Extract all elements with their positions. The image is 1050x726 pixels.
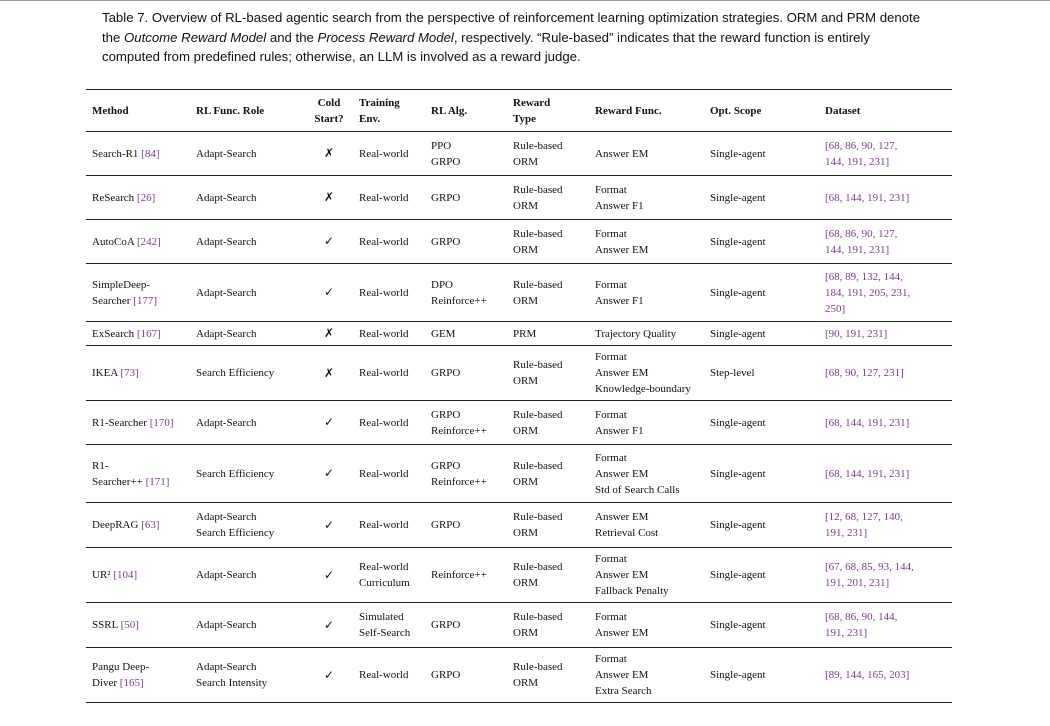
rl-role-cell-line: Adapt-Search [196, 286, 257, 299]
reward-func-cell [589, 445, 704, 503]
reward-type-cell-line: ORM [513, 375, 539, 387]
reward-func-cell-line: Std of Search Calls [595, 483, 680, 496]
rl-role-cell-line: Adapt-Search [196, 235, 257, 248]
reward-func-cell-line: Answer EM [595, 627, 649, 639]
reward-type-cell-line: Rule-based [513, 183, 563, 196]
cold-start-cell [303, 401, 353, 445]
rl-role-cell-line: Search Intensity [196, 677, 268, 689]
dataset-refs-line: [68, 144, 191, 231] [825, 191, 910, 204]
reward-type-cell-line: Rule-based [513, 227, 563, 240]
citation-ref: [177] [133, 294, 158, 307]
reward-func-cell [589, 503, 704, 548]
header-cold-start-line2: Start? [314, 113, 344, 125]
dataset-refs-line: [12, 68, 127, 140, [825, 511, 903, 523]
reward-func-cell-line: Answer EM [595, 569, 649, 581]
dataset-refs-line: [68, 86, 90, 127, [825, 139, 898, 152]
reward-func-cell-line: Answer F1 [595, 294, 644, 307]
method-name-line: DeepRAG [92, 519, 142, 531]
dataset-refs-line: 184, 191, 205, 231, [825, 286, 911, 299]
rl-role-cell [190, 603, 303, 648]
method-name-line: AutoCoA [92, 235, 137, 248]
dataset-refs-line: [89, 144, 165, 203] [825, 669, 910, 681]
cross-mark-icon: ✗ [323, 326, 335, 340]
rl-role-cell-line: Adapt-Search [196, 511, 257, 523]
opt-scope-cell: Step-level [710, 367, 755, 379]
dataset-refs-line: [68, 86, 90, 127, [825, 227, 898, 240]
rl-alg-cell-line: GRPO [431, 191, 461, 204]
rl-alg-cell-line: GRPO [431, 459, 461, 472]
opt-scope-cell: Single-agent [710, 235, 766, 248]
check-mark-icon: ✓ [323, 415, 335, 429]
check-mark-icon: ✓ [323, 567, 335, 582]
rl-alg-cell-line: GRPO [431, 367, 461, 379]
rl-role-cell [190, 548, 303, 603]
reward-type-cell-line: PRM [513, 327, 537, 340]
rl-role-cell-line: Adapt-Search [196, 619, 257, 631]
training-env-cell-line: Real-world [359, 561, 409, 573]
rl-alg-cell-line: Reinforce++ [431, 294, 487, 307]
reward-func-cell-line: Answer EM [595, 467, 649, 480]
rl-role-cell [190, 322, 303, 346]
reward-func-cell-line: Answer EM [595, 367, 649, 379]
rl-strategies-table [86, 89, 952, 703]
citation-ref: [50] [120, 619, 139, 631]
header-cold-start-line1: Cold [317, 97, 341, 109]
rl-alg-cell [425, 346, 507, 401]
rl-role-cell-line: Adapt-Search [196, 569, 257, 581]
reward-func-cell-line: Format [595, 611, 627, 623]
reward-type-cell [507, 401, 589, 445]
method-name-line: SSRL [92, 619, 121, 631]
table-row [86, 346, 952, 401]
method-name-line: Diver [92, 677, 120, 689]
table-row [86, 548, 952, 603]
dataset-cell [819, 176, 952, 220]
reward-func-cell-line: Format [595, 408, 627, 421]
reward-type-cell [507, 346, 589, 401]
reward-type-cell [507, 503, 589, 548]
training-env-cell [353, 503, 425, 548]
table-row [86, 176, 952, 220]
training-env-cell [353, 322, 425, 346]
dataset-cell [819, 603, 952, 648]
reward-type-cell-line: Rule-based [513, 408, 563, 421]
reward-func-cell-line: Answer EM [595, 511, 649, 523]
citation-ref: [165] [119, 677, 144, 689]
training-env-cell-line: Curriculum [359, 577, 410, 589]
training-env-cell-line: Real-world [359, 147, 409, 160]
citation-ref: [26] [136, 191, 156, 204]
rl-role-cell [190, 445, 303, 503]
reward-type-cell [507, 322, 589, 346]
dataset-refs-line: 191, 231] [825, 627, 868, 639]
method-name-line: UR² [92, 569, 114, 581]
method-name-line: ReSearch [92, 191, 137, 204]
dataset-refs-line: [68, 144, 191, 231] [825, 467, 910, 480]
reward-func-cell [589, 401, 704, 445]
opt-scope-cell: Single-agent [710, 191, 766, 204]
method-cell [86, 401, 190, 445]
rl-role-cell-line: Adapt-Search [196, 327, 257, 340]
dataset-refs-line: 191, 231] [825, 527, 868, 539]
reward-func-cell [589, 176, 704, 220]
rl-role-cell-line: Search Efficiency [196, 367, 275, 379]
dataset-cell [819, 548, 952, 603]
dataset-cell [819, 503, 952, 548]
rl-alg-cell-line: GRPO [431, 669, 461, 681]
reward-func-cell-line: Format [595, 451, 627, 464]
reward-type-cell-line: Rule-based [513, 561, 563, 573]
citation-ref: [242] [136, 235, 161, 248]
dataset-cell [819, 346, 952, 401]
table-row [86, 445, 952, 503]
training-env-cell [353, 346, 425, 401]
reward-func-cell-line: Format [595, 227, 627, 240]
reward-type-cell-line: ORM [513, 294, 539, 307]
rl-role-cell [190, 346, 303, 401]
citation-ref: [104] [113, 569, 138, 581]
reward-type-cell [507, 603, 589, 648]
rl-alg-cell [425, 548, 507, 603]
reward-func-cell [589, 322, 704, 346]
training-env-cell-line: Real-world [359, 669, 409, 681]
reward-func-cell-line: Format [595, 653, 627, 665]
reward-type-cell-line: ORM [513, 677, 539, 689]
dataset-refs-line: 144, 191, 231] [825, 155, 890, 168]
citation-ref: [170] [149, 416, 174, 429]
rl-role-cell-line: Adapt-Search [196, 416, 257, 429]
opt-scope-cell: Single-agent [710, 519, 766, 531]
cold-start-cell [303, 132, 353, 176]
citation-ref: [63] [141, 519, 160, 531]
training-env-cell [353, 401, 425, 445]
reward-type-cell-line: Rule-based [513, 611, 563, 623]
reward-func-cell-line: Knowledge-boundary [595, 383, 691, 395]
caption-prm-name: Process Reward Model [317, 29, 454, 45]
header-training-env-line2: Env. [359, 113, 381, 125]
reward-type-cell [507, 648, 589, 703]
reward-type-cell-line: Rule-based [513, 278, 563, 291]
method-name-line: IKEA [92, 367, 121, 379]
opt-scope-cell: Single-agent [710, 669, 766, 681]
rl-role-cell [190, 648, 303, 703]
reward-type-cell [507, 220, 589, 264]
table-row [86, 503, 952, 548]
reward-type-cell [507, 264, 589, 322]
dataset-refs-line: [90, 191, 231] [825, 327, 888, 340]
table-row [86, 401, 952, 445]
rl-role-cell-line: Search Efficiency [196, 467, 275, 480]
rl-alg-cell [425, 445, 507, 503]
method-cell [86, 220, 190, 264]
header-training-env-line1: Training [359, 97, 400, 109]
rl-role-cell [190, 176, 303, 220]
reward-func-cell-line: Answer F1 [595, 199, 644, 212]
table-row [86, 220, 952, 264]
training-env-cell [353, 603, 425, 648]
dataset-refs-line: 250] [825, 302, 846, 315]
reward-func-cell-line: Extra Search [595, 685, 652, 697]
rl-alg-cell-line: PPO [431, 139, 452, 152]
training-env-cell [353, 648, 425, 703]
reward-func-cell-line: Answer EM [595, 669, 649, 681]
rl-alg-cell [425, 132, 507, 176]
method-cell [86, 548, 190, 603]
reward-func-cell-line: Fallback Penalty [595, 585, 669, 597]
header-reward-type-line2: Type [513, 113, 537, 125]
reward-type-cell-line: Rule-based [513, 459, 563, 472]
training-env-cell [353, 132, 425, 176]
rl-alg-cell-line: GRPO [431, 235, 461, 248]
table-row [86, 322, 952, 346]
method-name-line: ExSearch [92, 327, 137, 340]
cold-start-cell [303, 548, 353, 603]
cold-start-cell [303, 346, 353, 401]
opt-scope-cell: Single-agent [710, 569, 766, 581]
training-env-cell [353, 548, 425, 603]
table-body [86, 132, 952, 703]
reward-func-cell [589, 264, 704, 322]
method-cell [86, 603, 190, 648]
rl-alg-cell [425, 264, 507, 322]
training-env-cell-line: Real-world [359, 467, 409, 480]
dataset-cell [819, 132, 952, 176]
reward-type-cell-line: ORM [513, 475, 539, 488]
method-cell [86, 445, 190, 503]
reward-type-cell-line: ORM [513, 527, 539, 539]
cross-mark-icon: ✗ [323, 146, 335, 160]
training-env-cell [353, 220, 425, 264]
reward-type-cell-line: Rule-based [513, 359, 563, 371]
dataset-refs-line: [68, 90, 127, 231] [825, 367, 904, 379]
reward-func-cell-line: Retrieval Cost [595, 527, 659, 539]
reward-type-cell-line: Rule-based [513, 139, 563, 152]
opt-scope-cell: Single-agent [710, 147, 766, 160]
dataset-refs-line: 191, 201, 231] [825, 577, 890, 589]
reward-func-cell [589, 220, 704, 264]
method-cell [86, 264, 190, 322]
rl-role-cell [190, 401, 303, 445]
cold-start-cell [303, 445, 353, 503]
cold-start-cell [303, 648, 353, 703]
method-cell [86, 648, 190, 703]
dataset-cell [819, 322, 952, 346]
cold-start-cell [303, 176, 353, 220]
rl-alg-cell-line: DPO [431, 278, 454, 291]
reward-func-cell-line: Answer EM [595, 243, 649, 256]
dataset-refs-line: [68, 89, 132, 144, [825, 270, 903, 283]
opt-scope-cell: Single-agent [710, 286, 766, 299]
opt-scope-cell: Single-agent [710, 467, 766, 480]
method-name-line: R1-Searcher [92, 416, 150, 429]
rl-role-cell-line: Adapt-Search [196, 661, 257, 673]
rl-alg-cell-line: GEM [431, 327, 456, 340]
citation-ref: [171] [145, 475, 170, 488]
reward-type-cell-line: ORM [513, 243, 539, 256]
rl-alg-cell-line: Reinforce++ [431, 569, 487, 581]
training-env-cell [353, 445, 425, 503]
reward-type-cell-line: Rule-based [513, 511, 563, 523]
rl-alg-cell-line: GRPO [431, 155, 461, 168]
reward-func-cell-line: Answer F1 [595, 424, 644, 437]
dataset-cell [819, 264, 952, 322]
training-env-cell-line: Real-world [359, 416, 409, 429]
training-env-cell-line: Self-Search [359, 627, 411, 639]
header-cold-start [303, 90, 353, 132]
training-env-cell-line: Real-world [359, 191, 409, 204]
check-mark-icon: ✓ [323, 517, 335, 532]
method-name-line: SimpleDeep- [92, 278, 151, 291]
table-row [86, 264, 952, 322]
cold-start-cell [303, 322, 353, 346]
rl-alg-cell-line: GRPO [431, 619, 461, 631]
reward-type-cell-line: ORM [513, 199, 539, 212]
check-mark-icon: ✓ [323, 617, 335, 632]
dataset-refs-line: [68, 144, 191, 231] [825, 416, 910, 429]
rl-role-cell [190, 220, 303, 264]
rl-alg-cell [425, 603, 507, 648]
header-method: Method [92, 105, 129, 117]
caption-mid: and the [266, 29, 318, 45]
table-row [86, 132, 952, 176]
cross-mark-icon: ✗ [323, 365, 335, 380]
cold-start-cell [303, 264, 353, 322]
header-rl-role: RL Func. Role [196, 105, 265, 117]
header-reward-type-line1: Reward [513, 97, 551, 109]
rl-alg-cell [425, 503, 507, 548]
rl-alg-cell-line: GRPO [431, 408, 461, 421]
dataset-refs-line: [68, 86, 90, 144, [825, 611, 898, 623]
table-row [86, 648, 952, 703]
opt-scope-cell: Single-agent [710, 416, 766, 429]
reward-func-cell-line: Format [595, 278, 627, 291]
reward-func-cell [589, 346, 704, 401]
reward-func-cell-line: Answer EM [595, 147, 649, 160]
rl-alg-cell-line: Reinforce++ [431, 475, 487, 488]
reward-type-cell-line: Rule-based [513, 661, 563, 673]
header-row [86, 90, 952, 132]
method-cell [86, 346, 190, 401]
cold-start-cell [303, 220, 353, 264]
reward-type-cell [507, 132, 589, 176]
header-opt-scope: Opt. Scope [710, 105, 762, 117]
opt-scope-cell: Single-agent [710, 327, 766, 340]
header-reward-type [507, 90, 589, 132]
header-rl-alg: RL Alg. [431, 105, 468, 117]
rl-alg-cell-line: Reinforce++ [431, 424, 487, 437]
reward-func-cell [589, 648, 704, 703]
reward-func-cell [589, 548, 704, 603]
dataset-refs-line: [67, 68, 85, 93, 144, [825, 561, 914, 573]
training-env-cell-line: Real-world [359, 519, 409, 531]
method-name-line: Searcher [92, 294, 134, 307]
rl-role-cell-line: Search Efficiency [196, 527, 275, 539]
rl-alg-cell [425, 648, 507, 703]
reward-type-cell-line: ORM [513, 577, 539, 589]
rl-alg-cell [425, 220, 507, 264]
cold-start-cell [303, 503, 353, 548]
rl-role-cell [190, 503, 303, 548]
citation-ref: [73] [120, 367, 139, 379]
rl-role-cell-line: Adapt-Search [196, 191, 257, 204]
training-env-cell [353, 176, 425, 220]
method-name-line: Search-R1 [92, 147, 142, 160]
header-dataset: Dataset [825, 105, 861, 117]
training-env-cell-line: Real-world [359, 286, 409, 299]
dataset-cell [819, 220, 952, 264]
header-reward-func: Reward Func. [595, 105, 662, 117]
training-env-cell-line: Simulated [359, 611, 404, 623]
reward-func-cell-line: Format [595, 553, 627, 565]
rl-role-cell [190, 264, 303, 322]
opt-scope-cell: Single-agent [710, 619, 766, 631]
reward-type-cell-line: ORM [513, 155, 539, 168]
training-env-cell-line: Real-world [359, 327, 409, 340]
table-caption [102, 8, 922, 67]
method-cell [86, 322, 190, 346]
dataset-refs-line: 144, 191, 231] [825, 243, 890, 256]
header-training-env [353, 90, 425, 132]
method-name-line: R1- [92, 459, 109, 472]
citation-ref: [167] [136, 327, 161, 340]
check-mark-icon: ✓ [323, 285, 335, 299]
reward-type-cell [507, 548, 589, 603]
method-cell [86, 132, 190, 176]
top-rule [0, 0, 1050, 1]
rl-alg-cell [425, 322, 507, 346]
dataset-cell [819, 648, 952, 703]
method-cell [86, 503, 190, 548]
reward-func-cell [589, 603, 704, 648]
caption-prefix: Table 7. Overview of RL-based agentic search from the perspective of reinforcement learning optimization strategies. ORM and PRM denote the [102, 10, 921, 45]
caption-suffix: , respectively. “Rule-based” indicates that the reward function is entirely computed from predefined rules; otherwise, an LLM is involved as a reward judge. [102, 29, 870, 64]
reward-type-cell [507, 445, 589, 503]
rl-role-cell-line: Adapt-Search [196, 147, 257, 160]
table-row [86, 603, 952, 648]
rl-role-cell [190, 132, 303, 176]
method-name-line: Pangu Deep- [92, 661, 150, 673]
cold-start-cell [303, 603, 353, 648]
dataset-cell [819, 401, 952, 445]
citation-ref: [84] [141, 147, 160, 160]
reward-type-cell [507, 176, 589, 220]
rl-alg-cell-line: GRPO [431, 519, 461, 531]
dataset-cell [819, 445, 952, 503]
training-env-cell-line: Real-world [359, 235, 409, 248]
method-name-line: Searcher++ [92, 475, 146, 488]
reward-func-cell-line: Trajectory Quality [595, 327, 677, 340]
reward-func-cell [589, 132, 704, 176]
check-mark-icon: ✓ [323, 667, 335, 682]
caption-orm-name: Outcome Reward Model [124, 29, 267, 45]
method-cell [86, 176, 190, 220]
check-mark-icon: ✓ [323, 466, 335, 480]
rl-alg-cell [425, 176, 507, 220]
reward-type-cell-line: ORM [513, 627, 539, 639]
training-env-cell [353, 264, 425, 322]
check-mark-icon: ✓ [323, 234, 335, 248]
rl-alg-cell [425, 401, 507, 445]
cross-mark-icon: ✗ [323, 190, 335, 204]
training-env-cell-line: Real-world [359, 367, 409, 379]
reward-type-cell-line: ORM [513, 424, 539, 437]
reward-func-cell-line: Format [595, 351, 627, 363]
reward-func-cell-line: Format [595, 183, 627, 196]
